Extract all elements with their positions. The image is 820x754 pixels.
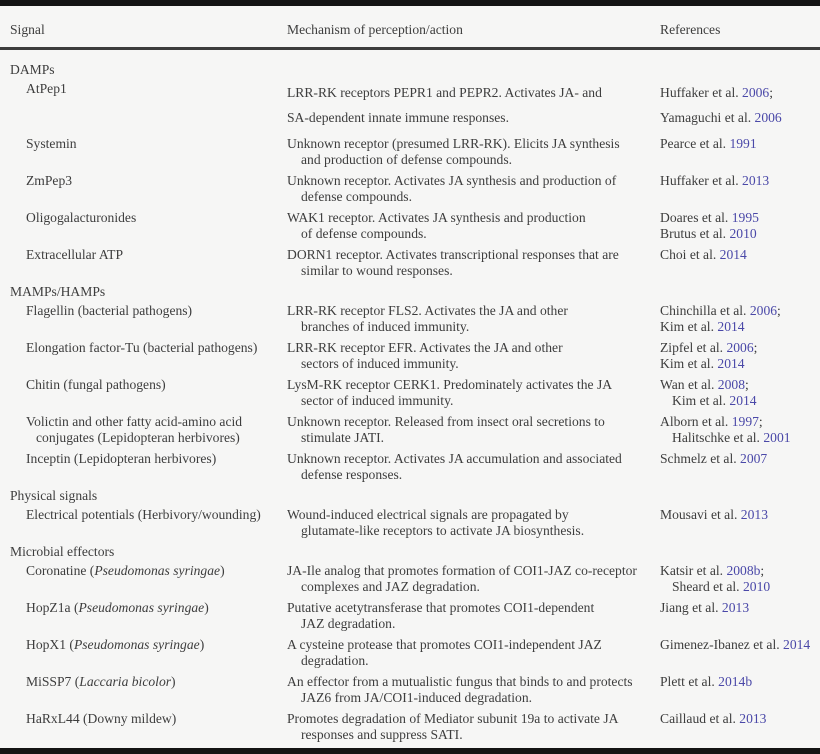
references-cell [652, 414, 820, 445]
reference-entry [660, 340, 820, 356]
signal-cell [0, 173, 278, 204]
references-cell [652, 81, 820, 130]
mechanism-text: stimulate JATI. [301, 429, 385, 445]
table-row [0, 81, 820, 130]
signal-cell [0, 674, 278, 705]
signal-segment: ) [204, 600, 209, 615]
reference-entry [672, 430, 820, 446]
mechanism-text: LRR-RK receptor FLS2. Activates the JA and other [287, 303, 568, 318]
section-label: Microbial effectors [10, 544, 115, 559]
reference-authors: Wan et al. [660, 377, 718, 392]
mechanism-cell [278, 507, 652, 538]
signal-text [26, 600, 278, 616]
table-row [0, 414, 820, 445]
table-row [0, 340, 820, 371]
signal-cell [0, 210, 278, 241]
signal-segment: Inceptin (Lepidopteran herbivores) [26, 451, 217, 466]
mechanism-text: LRR-RK receptors PEPR1 and PEPR2. Activates JA- and [287, 85, 602, 100]
species-name: Pseudomonas syringae [78, 600, 205, 615]
signal-text [26, 247, 278, 263]
reference-authors: Yamaguchi et al. [660, 109, 755, 125]
signal-segment: AtPep1 [26, 81, 67, 96]
reference-year-link[interactable]: 2010 [742, 578, 771, 594]
reference-year-link[interactable]: 2007 [740, 451, 768, 466]
mechanism-text: complexes and JAZ degradation. [301, 578, 480, 594]
signal-text [26, 173, 278, 189]
reference-entry [660, 226, 820, 242]
reference-year-link[interactable]: 2014 [729, 392, 757, 408]
table-row [0, 210, 820, 241]
signal-cell [0, 414, 278, 445]
reference-year-link[interactable]: 2008b [726, 563, 761, 578]
reference-year-link[interactable]: 2006 [749, 303, 778, 318]
signal-segment: ) [171, 674, 176, 689]
reference-authors: Brutus et al. [660, 225, 730, 241]
mechanism-cell [278, 637, 652, 668]
reference-year-link[interactable]: 2013 [721, 600, 750, 615]
signal-cell [0, 507, 278, 538]
mechanism-cell [278, 340, 652, 371]
reference-punctuation: ; [760, 563, 765, 578]
reference-entry [660, 377, 820, 393]
reference-authors: Mousavi et al. [660, 507, 741, 522]
reference-entry [660, 600, 820, 616]
references-cell [652, 136, 820, 167]
signal-text [26, 414, 278, 430]
table-bottom-rule [0, 748, 820, 754]
signal-segment: ZmPep3 [26, 173, 73, 188]
mechanism-cell [278, 81, 652, 130]
reference-authors: Gimenez-Ibanez et al. [660, 637, 784, 652]
signal-cell [0, 81, 278, 130]
reference-authors: Zipfel et al. [660, 340, 727, 355]
reference-year-link[interactable]: 2006 [742, 85, 770, 100]
signal-segment: Elongation factor-Tu (bacterial pathogens) [26, 340, 258, 355]
signal-segment: HopX1 ( [26, 637, 74, 652]
reference-authors: Huffaker et al. [660, 173, 743, 188]
reference-entry [660, 451, 820, 467]
references-cell [652, 303, 820, 334]
mechanism-text: sectors of induced immunity. [301, 355, 459, 371]
references-cell [652, 637, 820, 668]
signal-text [26, 451, 278, 467]
reference-year-link[interactable]: 2013 [742, 173, 770, 188]
reference-year-link[interactable]: 2006 [754, 109, 782, 125]
signal-segment: Flagellin (bacterial pathogens) [26, 303, 193, 318]
section-label: Physical signals [10, 488, 98, 503]
mechanism-text: Putative acetytransferase that promotes COI1-dependent [287, 600, 595, 615]
table-body [0, 50, 820, 748]
signal-segment: Oligogalacturonides [26, 210, 137, 225]
mechanism-text: similar to wound responses. [301, 262, 453, 278]
reference-authors: Huffaker et al. [660, 85, 743, 100]
signal-cell [0, 377, 278, 408]
signal-segment: Coronatine ( [26, 563, 95, 578]
reference-punctuation: ; [744, 377, 749, 392]
signal-text [26, 303, 278, 319]
mechanism-cell [278, 414, 652, 445]
reference-authors: Jiang et al. [660, 600, 722, 615]
signal-segment: HaRxL44 (Downy mildew) [26, 711, 177, 726]
mechanism-cell [278, 303, 652, 334]
mechanism-cell [278, 173, 652, 204]
mechanism-text: JA-Ile analog that promotes formation of COI1-JAZ co-receptor [287, 563, 637, 578]
table-row [0, 507, 820, 538]
signal-text [26, 81, 278, 97]
mechanism-cell [278, 563, 652, 594]
signal-cell [0, 303, 278, 334]
signal-segment: Volictin and other fatty acid-amino acid [26, 414, 243, 429]
mechanism-text: degradation. [301, 652, 369, 668]
mechanism-text: Wound-induced electrical signals are propagated by [287, 507, 569, 522]
mechanism-cell [278, 377, 652, 408]
signal-segment: MiSSP7 ( [26, 674, 80, 689]
table-row [0, 600, 820, 631]
reference-year-link[interactable]: 2013 [739, 711, 767, 726]
table-row [0, 674, 820, 705]
signal-text [26, 340, 278, 356]
signal-cell [0, 136, 278, 167]
reference-entry [660, 303, 820, 319]
table-row [0, 136, 820, 167]
references-cell [652, 340, 820, 371]
references-cell [652, 377, 820, 408]
column-header-signal: Signal [10, 22, 45, 37]
signal-text [26, 136, 278, 152]
reference-authors: Katsir et al. [660, 563, 727, 578]
table-row [0, 173, 820, 204]
signal-segment: Chitin (fungal pathogens) [26, 377, 166, 392]
section-label: MAMPs/HAMPs [10, 284, 106, 299]
reference-entry [672, 393, 820, 409]
reference-entry [660, 356, 820, 372]
reference-entry [660, 711, 820, 727]
reference-entry [660, 173, 820, 189]
signal-segment: ) [199, 637, 205, 652]
table-row [0, 637, 820, 668]
mechanism-cell [278, 451, 652, 482]
mechanism-text: JAZ6 from JA/COI1-induced degradation. [301, 689, 533, 705]
reference-entry [660, 563, 820, 579]
reference-entry [660, 637, 820, 653]
table-row [0, 563, 820, 594]
mechanism-cell [278, 136, 652, 167]
signal-segment: Electrical potentials (Herbivory/wounding) [26, 507, 261, 522]
reference-year-link[interactable]: 2010 [729, 225, 757, 241]
reference-year-link[interactable]: 2014b [718, 674, 753, 689]
reference-year-link[interactable]: 2014 [783, 637, 811, 652]
reference-year-link[interactable]: 1991 [729, 136, 757, 151]
species-name: Pseudomonas syringae [94, 563, 221, 578]
column-header-references: References [660, 22, 721, 37]
reference-punctuation: ; [769, 85, 773, 100]
reference-authors: Choi et al. [660, 247, 720, 262]
signal-segment: Systemin [26, 136, 77, 151]
mechanism-text: Unknown receptor. Activates JA synthesis and production of [287, 173, 617, 188]
reference-year-link[interactable]: 2014 [717, 355, 745, 371]
reference-authors: Pearce et al. [660, 136, 730, 151]
mechanism-text: SA-dependent innate immune responses. [287, 109, 509, 125]
table-row [0, 247, 820, 278]
signal-segment: Extracellular ATP [26, 247, 124, 262]
mechanism-cell [278, 674, 652, 705]
reference-year-link[interactable]: 1997 [731, 414, 759, 429]
mechanism-text: DORN1 receptor. Activates transcriptional responses that are [287, 247, 619, 262]
signal-text [26, 674, 278, 690]
signal-cell [0, 711, 278, 742]
reference-year-link[interactable]: 2001 [763, 429, 791, 445]
mechanism-text: LysM-RK receptor CERK1. Predominately activates the JA [287, 377, 613, 392]
signal-cell [0, 340, 278, 371]
table-row [0, 451, 820, 482]
reference-authors: Doares et al. [660, 210, 732, 225]
reference-authors: Halitschke et al. [672, 429, 764, 445]
reference-punctuation: ; [777, 303, 781, 318]
reference-entry [660, 674, 820, 690]
reference-year-link[interactable]: 2014 [717, 318, 745, 334]
signal-cell [0, 600, 278, 631]
signal-text [26, 377, 278, 393]
reference-entry [660, 319, 820, 335]
signal-text [36, 430, 278, 446]
reference-punctuation: ; [753, 340, 758, 355]
mechanism-cell [278, 711, 652, 742]
mechanism-text: Promotes degradation of Mediator subunit 19a to activate JA [287, 711, 619, 726]
mechanism-text: WAK1 receptor. Activates JA synthesis and production [287, 210, 586, 225]
reference-authors: Sheard et al. [672, 578, 743, 594]
species-name: Pseudomonas syringae [73, 637, 200, 652]
reference-year-link[interactable]: 2014 [719, 247, 747, 262]
reference-entry [660, 507, 820, 523]
mechanism-text: responses and suppress SATI. [301, 726, 463, 742]
table-header-row [0, 6, 820, 47]
reference-punctuation: ; [758, 414, 763, 429]
reference-entry [660, 414, 820, 430]
mechanism-text: defense responses. [301, 466, 403, 482]
signal-text [26, 711, 278, 727]
section-label: DAMPs [10, 62, 55, 77]
mechanism-text: A cysteine protease that promotes COI1-independent JAZ [287, 637, 602, 652]
reference-authors: Caillaud et al. [660, 711, 740, 726]
signal-segment: ) [220, 563, 225, 578]
signal-segment: HopZ1a ( [26, 600, 79, 615]
mechanism-text: sector of induced immunity. [301, 392, 454, 408]
reference-year-link[interactable]: 2006 [726, 340, 754, 355]
mechanism-text: LRR-RK receptor EFR. Activates the JA and other [287, 340, 563, 355]
reference-year-link[interactable]: 2013 [740, 507, 768, 522]
mechanism-text: JAZ degradation. [301, 615, 396, 631]
mechanism-cell [278, 210, 652, 241]
table-row [0, 377, 820, 408]
references-cell [652, 600, 820, 631]
mechanism-text: defense compounds. [301, 188, 412, 204]
mechanism-cell [278, 600, 652, 631]
species-name: Laccaria bicolor [79, 674, 172, 689]
reference-entry [660, 81, 820, 106]
reference-authors: Kim et al. [660, 355, 718, 371]
references-cell [652, 674, 820, 705]
reference-authors: Kim et al. [660, 318, 718, 334]
mechanism-text: An effector from a mutualistic fungus that binds to and protects [287, 674, 633, 689]
references-cell [652, 210, 820, 241]
reference-year-link[interactable]: 1995 [731, 210, 759, 225]
mechanism-text: of defense compounds. [301, 225, 427, 241]
references-cell [652, 451, 820, 482]
signal-cell [0, 247, 278, 278]
column-header-mechanism: Mechanism of perception/action [287, 22, 463, 37]
reference-entry [672, 579, 820, 595]
signal-text [26, 210, 278, 226]
table-row [0, 303, 820, 334]
mechanism-text: Unknown receptor. Released from insect oral secretions to [287, 414, 605, 429]
signal-segment: conjugates (Lepidopteran herbivores) [36, 429, 240, 445]
table-row [0, 711, 820, 742]
reference-authors: Schmelz et al. [660, 451, 741, 466]
reference-authors: Alborn et al. [660, 414, 732, 429]
mechanism-cell [278, 247, 652, 278]
mechanism-text: and production of defense compounds. [301, 151, 513, 167]
signal-cell [0, 637, 278, 668]
reference-authors: Chinchilla et al. [660, 303, 750, 318]
signal-text [26, 507, 278, 523]
references-cell [652, 173, 820, 204]
references-cell [652, 507, 820, 538]
references-cell [652, 247, 820, 278]
signal-cell [0, 563, 278, 594]
reference-authors: Plett et al. [660, 674, 719, 689]
references-cell [652, 563, 820, 594]
signal-text [26, 563, 278, 579]
signal-text [26, 637, 278, 653]
reference-entry [660, 210, 820, 226]
reference-entry [660, 136, 820, 152]
reference-year-link[interactable]: 2008 [717, 377, 745, 392]
mechanism-text: branches of induced immunity. [301, 318, 470, 334]
reference-authors: Kim et al. [672, 392, 730, 408]
signal-cell [0, 451, 278, 482]
reference-entry [660, 247, 820, 263]
mechanism-text: Unknown receptor. Activates JA accumulation and associated [287, 451, 622, 466]
reference-entry [660, 106, 820, 131]
mechanism-text: Unknown receptor (presumed LRR-RK). Elicits JA synthesis [287, 136, 620, 151]
mechanism-text: glutamate-like receptors to activate JA biosynthesis. [301, 522, 585, 538]
references-cell [652, 711, 820, 742]
